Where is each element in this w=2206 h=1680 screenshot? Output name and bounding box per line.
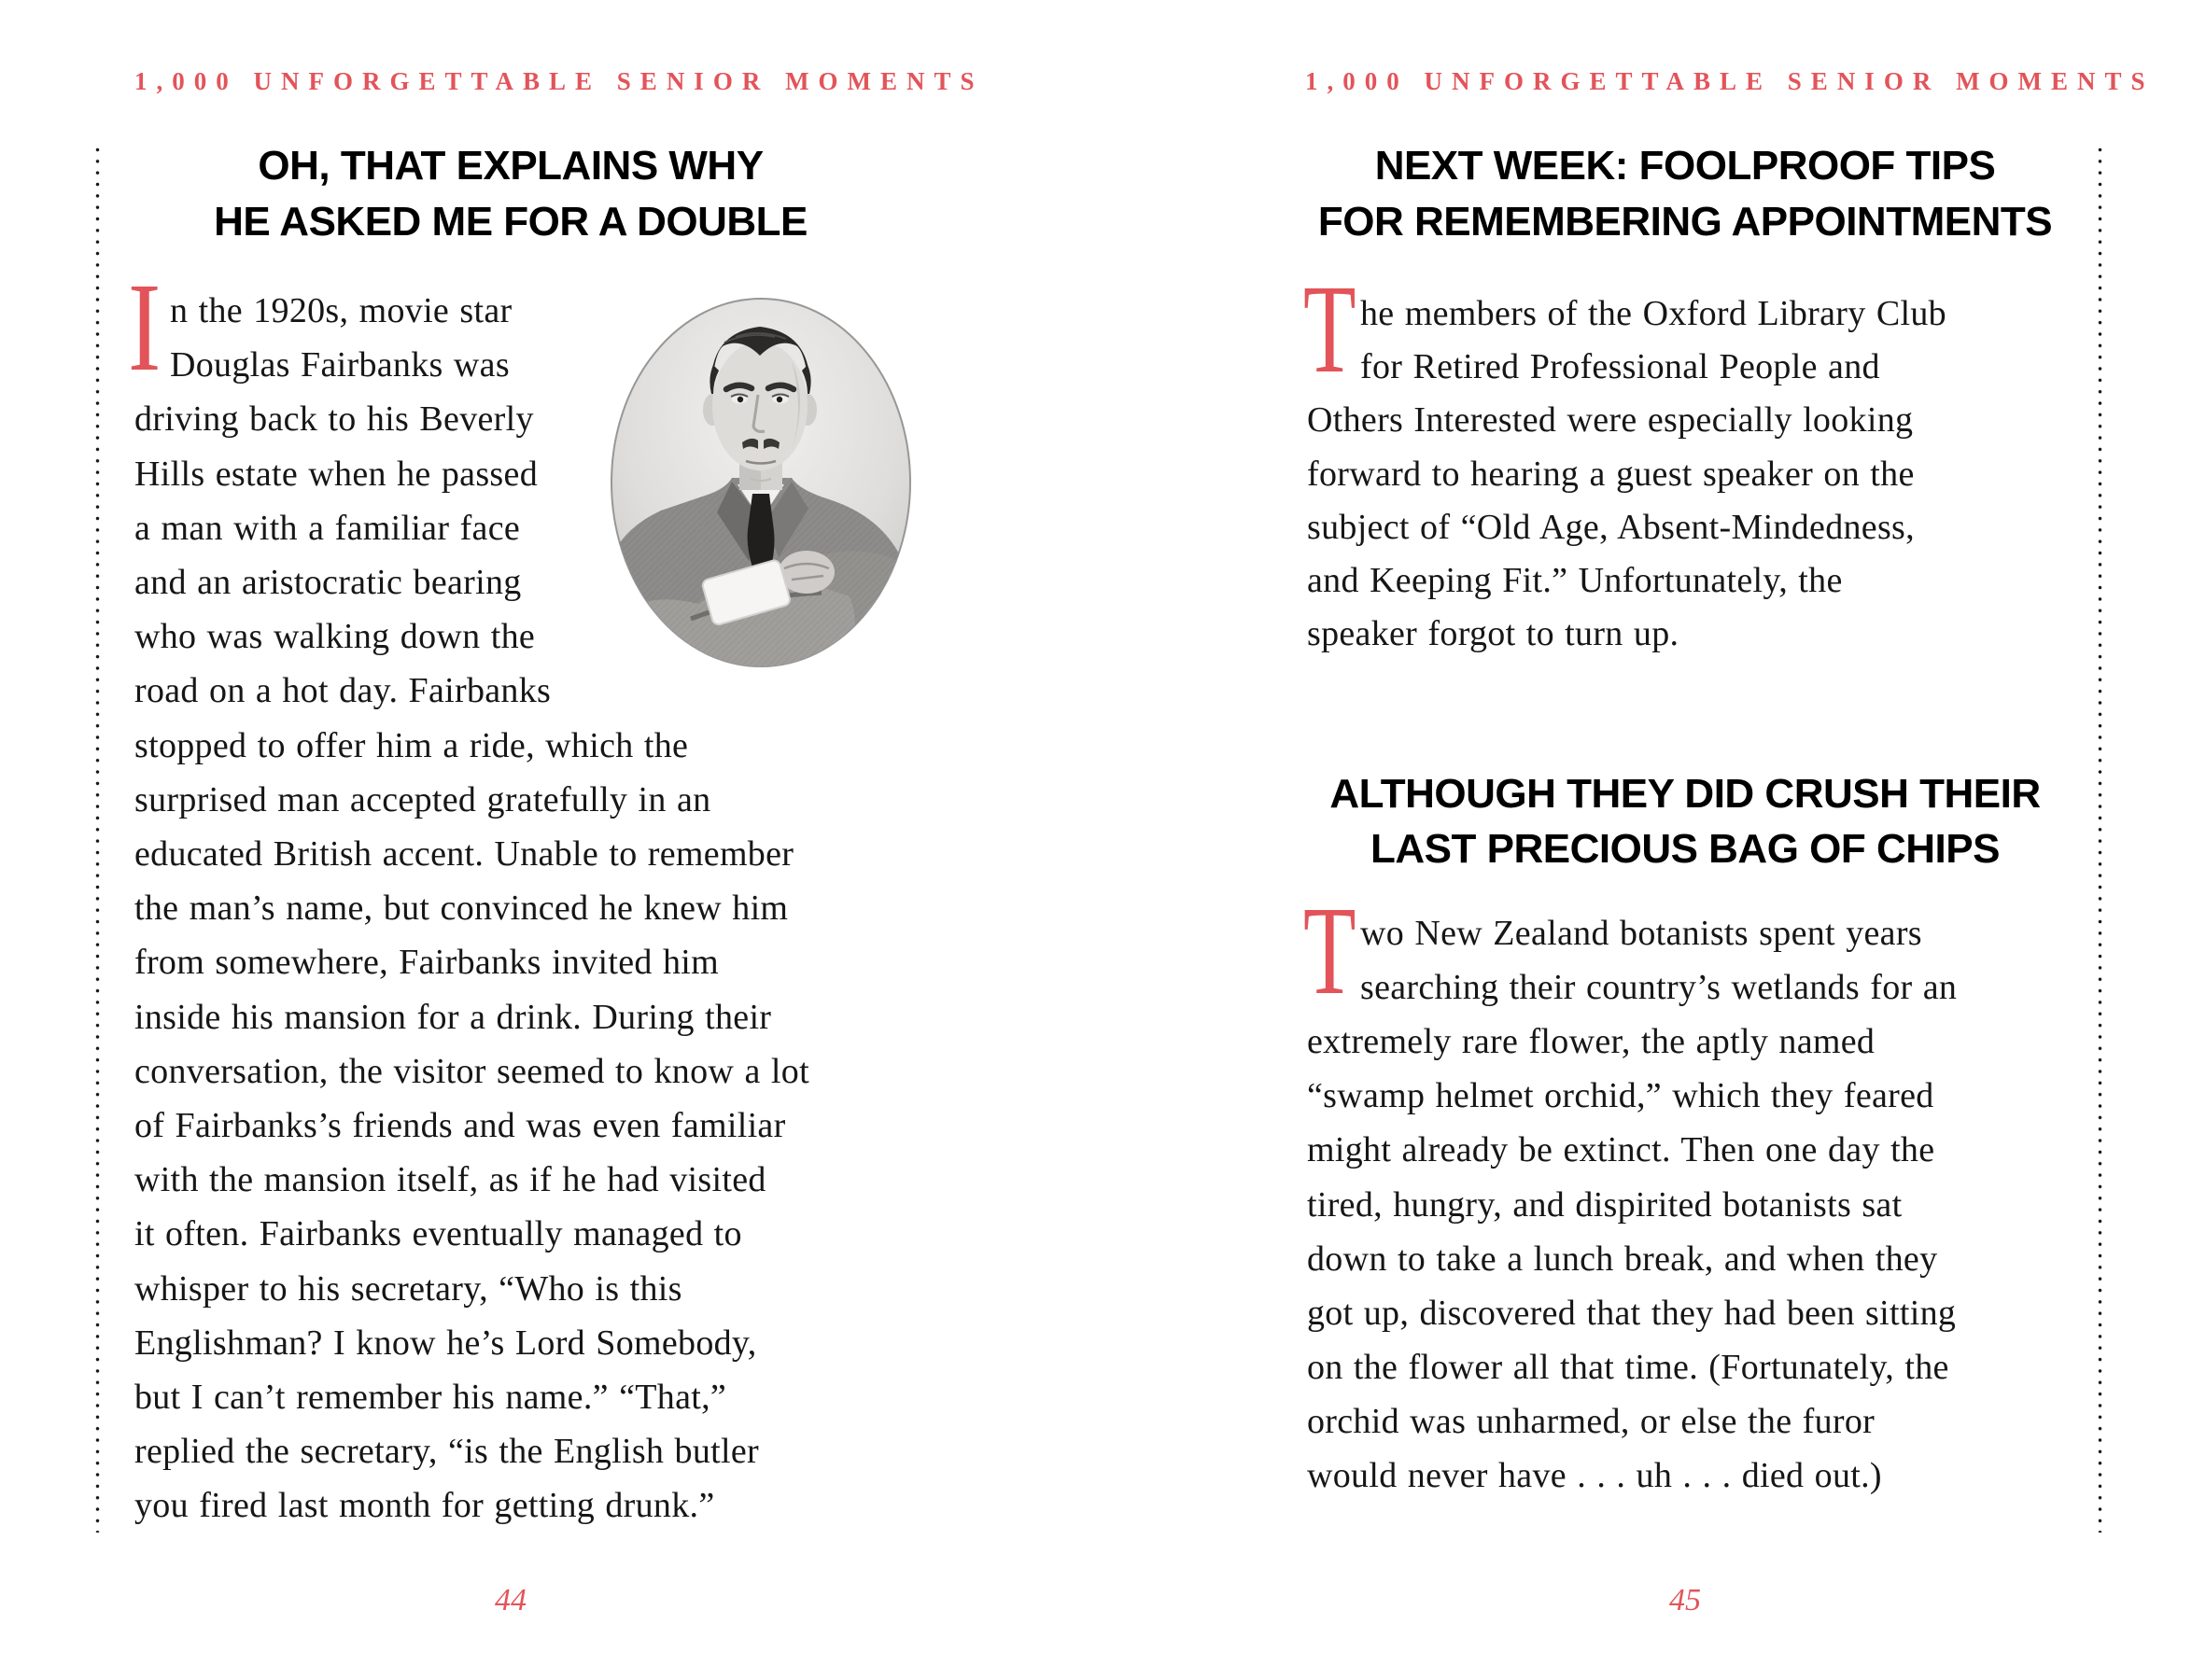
body-line: whisper to his secretary, “Who is this — [134, 1268, 682, 1309]
body-line: he members of the Oxford Library Club — [1360, 294, 1946, 333]
body-line: n the 1920s, movie star — [170, 291, 513, 330]
story-title-left — [134, 138, 887, 250]
story-title-line: LAST PRECIOUS BAG OF CHIPS — [1370, 826, 2000, 872]
body-line: stopped to offer him a ride, which the — [134, 725, 689, 765]
body-line: but I can’t remember his name.” “That,” — [134, 1378, 727, 1417]
story-title-line: OH, THAT EXPLAINS WHY — [258, 143, 764, 189]
body-line: you fired last month for getting drunk.” — [134, 1486, 715, 1526]
running-head-left: 1,000 UNFORGETTABLE SENIOR MOMENTS — [134, 67, 984, 95]
body-line: educated British accent. Unable to remember — [134, 834, 794, 874]
body-line: Englishman? I know he’s Lord Somebody, — [134, 1323, 757, 1363]
page-number-right: 45 — [1669, 1583, 1701, 1617]
body-line: for Retired Professional People and — [1360, 347, 1880, 387]
body-line: replied the secretary, “is the English butler — [134, 1432, 759, 1472]
body-line: Others Interested were especially looking — [1307, 400, 1914, 441]
story-title-right-1 — [1305, 138, 2065, 250]
body-line: with the mansion itself, as if he had visited — [134, 1160, 766, 1200]
body-line: forward to hearing a guest speaker on the — [1307, 454, 1915, 494]
body-line: inside his mansion for a drink. During their — [134, 997, 772, 1037]
body-line: on the flower all that time. (Fortunately, the — [1307, 1347, 1949, 1387]
story-title-line: NEXT WEEK: FOOLPROOF TIPS — [1374, 143, 1996, 189]
body-line: might already be extinct. Then one day the — [1307, 1130, 1935, 1170]
body-line: orchid was unharmed, or else the furor — [1307, 1401, 1876, 1441]
body-line: and Keeping Fit.” Unfortunately, the — [1307, 561, 1843, 600]
dotted-rule-right — [2098, 147, 2102, 1533]
body-line: driving back to his Beverly — [134, 399, 534, 440]
body-line: and an aristocratic bearing — [134, 563, 522, 602]
body-line: down to take a lunch break, and when they — [1307, 1239, 1938, 1279]
body-line: subject of “Old Age, Absent-Mindedness, — [1307, 507, 1915, 547]
story-title-right-2 — [1305, 766, 2065, 876]
body-line: speaker forgot to turn up. — [1307, 614, 1679, 654]
drop-cap: T — [1303, 259, 1356, 399]
body-line: Hills estate when he passed — [134, 454, 538, 494]
body-line: surprised man accepted gratefully in an — [134, 779, 711, 819]
body-line: of Fairbanks’s friends and was even familiar — [134, 1106, 786, 1145]
body-line: it often. Fairbanks eventually managed to — [134, 1214, 742, 1254]
body-line: would never have . . . uh . . . died out.) — [1307, 1456, 1882, 1495]
running-head-right: 1,000 UNFORGETTABLE SENIOR MOMENTS — [1305, 67, 2155, 95]
body-line: the man’s name, but convinced he knew him — [134, 889, 789, 929]
body-line: a man with a familiar face — [134, 508, 521, 548]
body-line: extremely rare flower, the aptly named — [1307, 1022, 1876, 1062]
body-line: “swamp helmet orchid,” which they feared — [1307, 1076, 1934, 1116]
drop-cap: I — [128, 258, 162, 398]
story-title-line: ALTHOUGH THEY DID CRUSH THEIR — [1329, 771, 2041, 817]
body-line: conversation, the visitor seemed to know a lot — [134, 1051, 809, 1091]
story-title-line: HE ASKED ME FOR A DOUBLE — [214, 199, 808, 245]
body-line: who was walking down the — [134, 617, 536, 657]
page-number-left: 44 — [495, 1583, 527, 1617]
dotted-rule-left — [95, 147, 100, 1533]
body-line: searching their country’s wetlands for an — [1360, 968, 1958, 1008]
portrait-photo — [609, 296, 913, 669]
story-title-line: FOR REMEMBERING APPOINTMENTS — [1317, 199, 2053, 245]
body-line: tired, hungry, and dispirited botanists sat — [1307, 1184, 1903, 1225]
body-line: from somewhere, Fairbanks invited him — [134, 943, 720, 983]
body-line: Douglas Fairbanks was — [170, 345, 510, 385]
body-line: got up, discovered that they had been sitting — [1307, 1293, 1957, 1333]
body-line: road on a hot day. Fairbanks — [134, 671, 552, 711]
drop-cap: T — [1303, 881, 1356, 1021]
body-line: wo New Zealand botanists spent years — [1360, 914, 1922, 953]
